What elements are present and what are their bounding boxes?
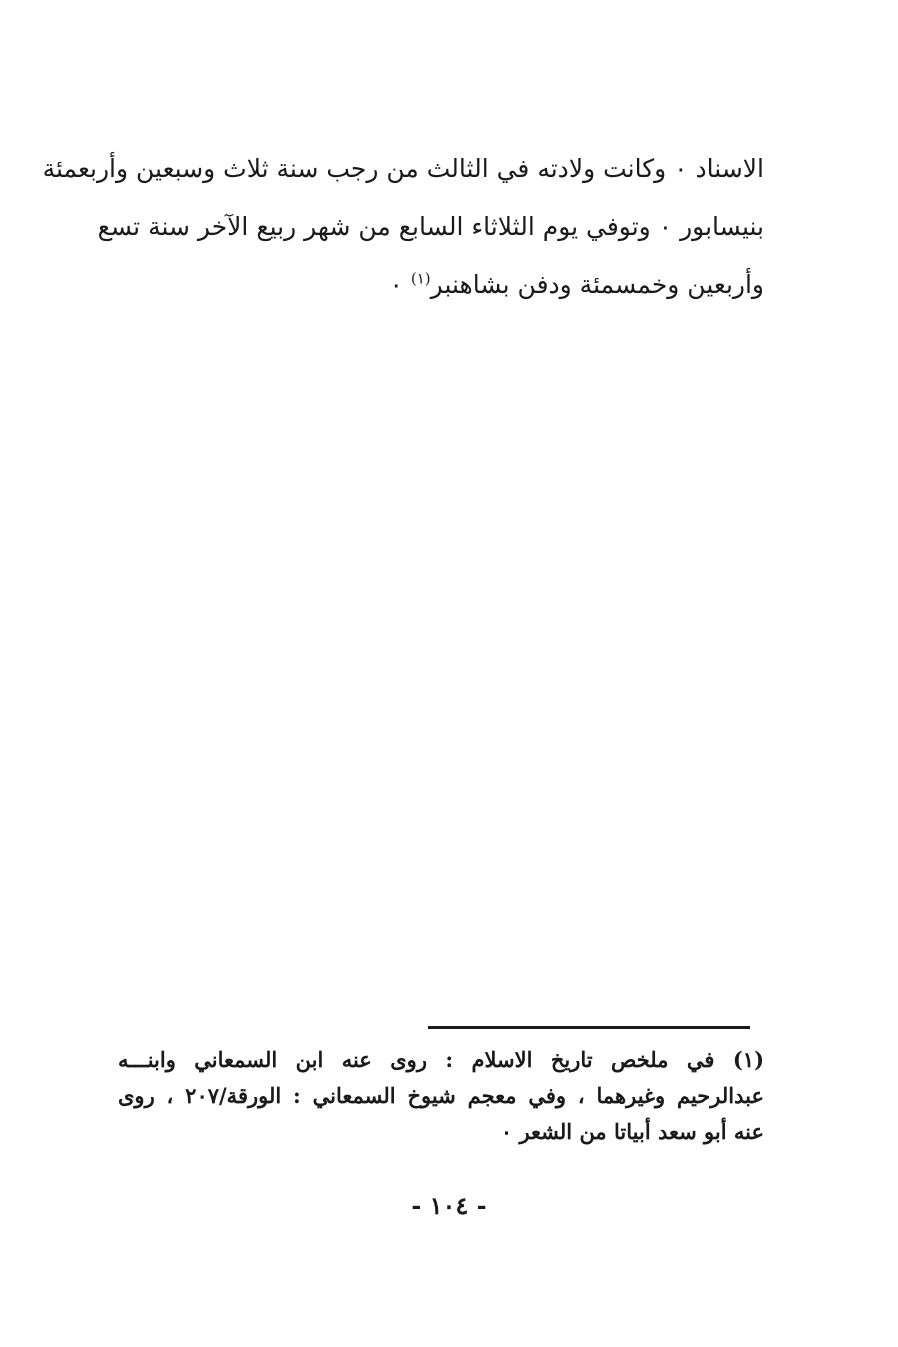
page-number: - ١٠٤ -: [411, 1191, 487, 1220]
main-text-line-1: الاسناد ٠ وكانت ولادته في الثالث من رجب سنة ثلاث وسبعين وأربعمئة: [42, 154, 764, 183]
sentence-end-mark: ٠: [389, 270, 411, 299]
footnote-separator: [428, 1026, 750, 1029]
main-text: [42, 140, 764, 314]
main-text-line-3: [118, 256, 764, 314]
footnote-line-1: (١) في ملخص تاريخ الاسلام : روى عنه ابن السمعاني وابنـــه: [118, 1047, 764, 1072]
footnote-line-3: عنه أبو سعد أبياتا من الشعر ٠: [500, 1119, 764, 1144]
footnote-reference: (١): [410, 269, 431, 288]
main-text-line-2: بنيسابور ٠ وتوفي يوم الثلاثاء السابع من شهر ربيع الآخر سنة تسع: [97, 212, 764, 241]
footnote-line-2: عبدالرحيم وغيرهما ، وفي معجم شيوخ السمعاني : الورقة/٢٠٧ ، روى: [118, 1083, 764, 1108]
main-text-line-3-words: وأربعين وخمسمئة ودفن بشاهنبر: [430, 270, 764, 299]
footnote: [118, 1042, 764, 1150]
